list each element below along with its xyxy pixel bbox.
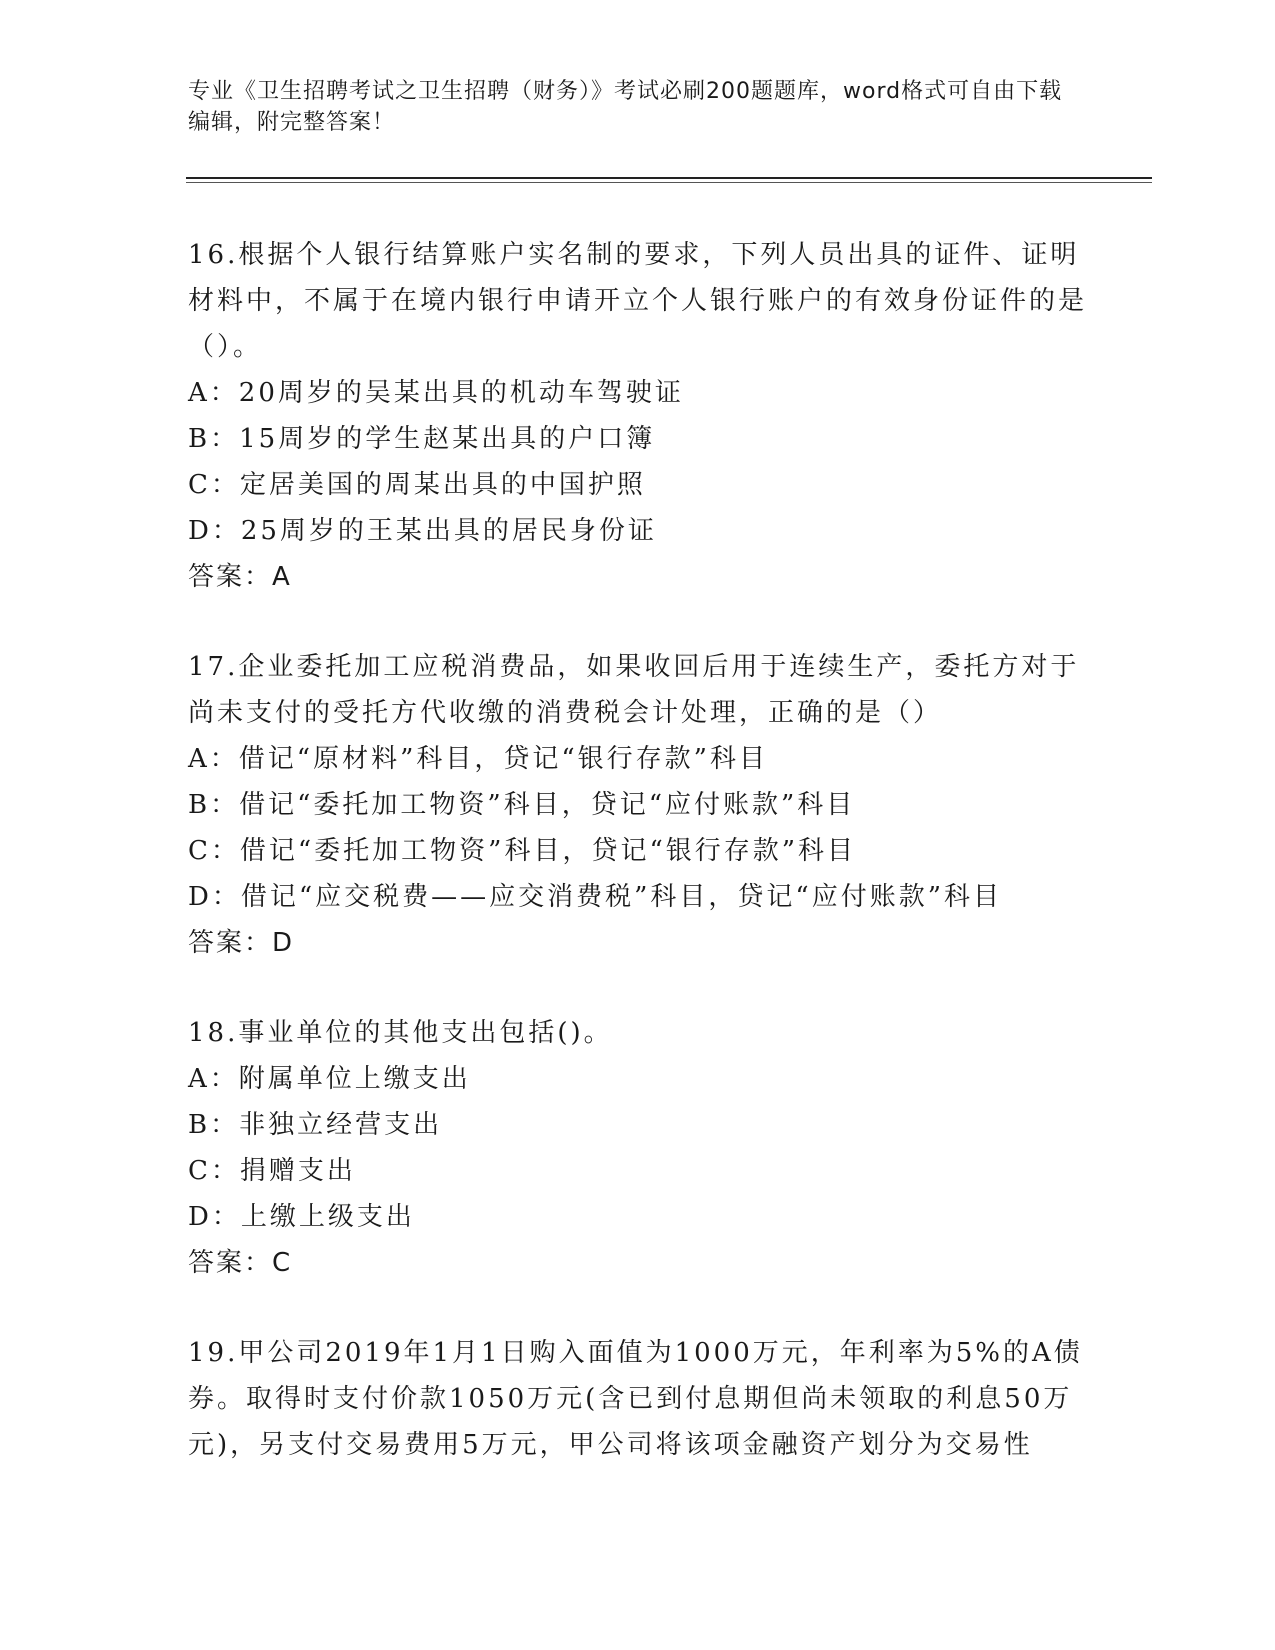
- question-18: [188, 1010, 1088, 1286]
- option-a: A：附属单位上缴支出: [188, 1064, 471, 1094]
- header-divider: [186, 177, 1152, 179]
- answer: 答案：A: [188, 562, 292, 592]
- option-b: B：非独立经营支出: [188, 1110, 443, 1140]
- header-divider-thin: [186, 182, 1152, 183]
- option-c: C：捐赠支出: [188, 1156, 356, 1186]
- option-b: B：借记“委托加工物资”科目，贷记“应付账款”科目: [188, 790, 856, 820]
- option-c: C：借记“委托加工物资”科目，贷记“银行存款”科目: [188, 836, 857, 866]
- questions-list: [188, 232, 1088, 1468]
- option-d: D：25周岁的王某出具的居民身份证: [188, 516, 657, 546]
- option-a: A：20周岁的吴某出具的机动车驾驶证: [188, 378, 684, 408]
- option-b: B：15周岁的学生赵某出具的户口簿: [188, 424, 656, 454]
- document-header: 专业《卫生招聘考试之卫生招聘（财务）》考试必刷200题题库，word格式可自由下载编辑，附完整答案！: [188, 79, 1063, 135]
- question-text: 17.企业委托加工应税消费品，如果收回后用于连续生产，委托方对于尚未支付的受托方代收缴的消费税会计处理，正确的是（）: [188, 652, 1080, 728]
- answer: 答案：C: [188, 1248, 293, 1278]
- option-c: C：定居美国的周某出具的中国护照: [188, 470, 646, 500]
- question-16: [188, 232, 1088, 600]
- question-text: 18.事业单位的其他支出包括()。: [188, 1018, 613, 1048]
- option-d: D：上缴上级支出: [188, 1202, 415, 1232]
- question-text: 16.根据个人银行结算账户实名制的要求，下列人员出具的证件、证明材料中，不属于在境内银行申请开立个人银行账户的有效身份证件的是（）。: [188, 240, 1088, 362]
- question-17: [188, 644, 1088, 966]
- answer: 答案：D: [188, 928, 295, 958]
- option-a: A：借记“原材料”科目，贷记“银行存款”科目: [188, 744, 768, 774]
- question-text: 19.甲公司2019年1月1日购入面值为1000万元，年利率为5%的A债券。取得时支付价款1050万元(含已到付息期但尚未领取的利息50万元)，另支付交易费用5万元，甲公司将该项金融资产划分为交易性: [188, 1338, 1083, 1460]
- option-d: D：借记“应交税费——应交消费税”科目，贷记“应付账款”科目: [188, 882, 1003, 912]
- question-19: [188, 1330, 1088, 1468]
